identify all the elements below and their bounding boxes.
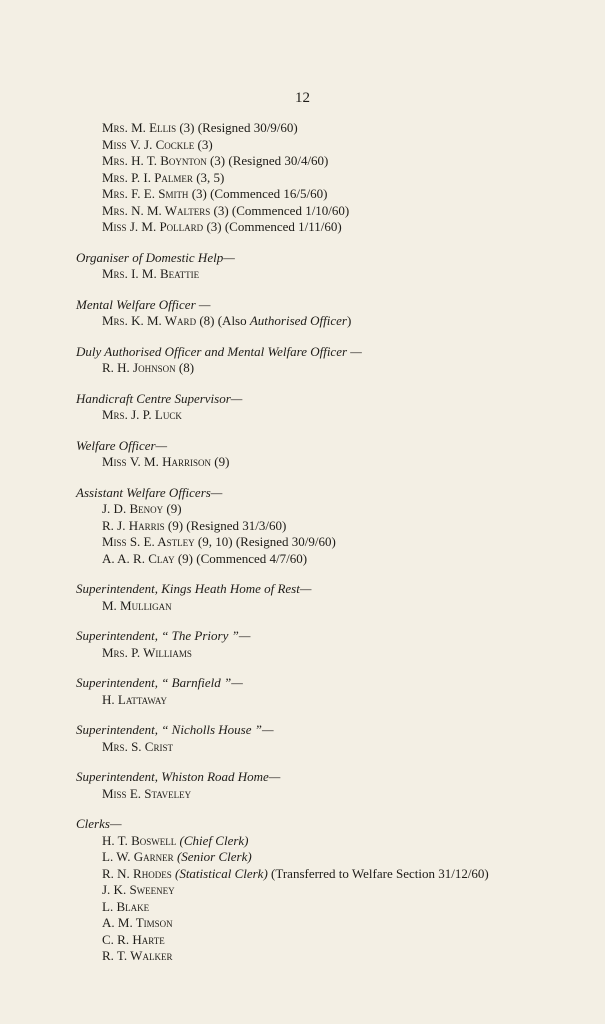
the-priory-section [76,628,581,661]
nicholls-house-section [76,722,581,755]
section-heading: Mental Welfare Officer — [76,296,211,312]
list-item: Miss J. M. Pollard (3) (Commenced 1/11/60) [102,219,342,234]
list-item: A. M. Timson [102,915,173,930]
section-heading: Welfare Officer— [76,437,168,453]
section-heading: Superintendent, “ Nicholls House ”— [76,722,274,737]
list-item: Mrs. J. P. Luck [102,407,182,422]
welfare-officer-section [76,438,581,471]
list-item: L. Blake [102,898,150,914]
list-item: J. K. Sweeney [102,882,175,897]
list-item: L. W. Garner (Senior Clerk) [102,849,252,864]
section-heading: Assistant Welfare Officers— [76,484,223,500]
list-item: R. T. Walker [102,948,173,963]
section-heading: Duly Authorised Officer and Mental Welfare Officer — [76,343,362,359]
list-item: Mrs. N. M. Walters (3) (Commenced 1/10/60) [102,202,350,218]
section-heading: Superintendent, “ Barnfield ”— [76,675,243,690]
list-item: C. R. Harte [102,931,165,947]
section-heading: Superintendent, “ The Priory ”— [76,628,251,643]
clerks-section [76,816,581,965]
mental-welfare-section [76,297,581,330]
list-item: M. Mulligan [102,597,172,613]
section-heading: Clerks— [76,816,122,831]
list-item: R. H. Johnson (8) [102,360,195,375]
whiston-road-section [76,769,581,802]
section-heading: Organiser of Domestic Help— [76,249,235,265]
list-item: Mrs. S. Crist [102,738,173,754]
list-item: Mrs. H. T. Boynton (3) (Resigned 30/4/60) [102,153,329,168]
list-item: Mrs. I. M. Beattie [102,266,200,281]
list-item: Mrs. K. M. Ward (8) (Also Authorised Officer) [102,313,352,328]
list-item: R. N. Rhodes (Statistical Clerk) (Transferred to Welfare Section 31/12/60) [102,865,489,881]
organiser-section [76,250,581,283]
list-item: Mrs. M. Ellis (3) (Resigned 30/9/60) [102,120,298,135]
list-item: H. Lattaway [102,691,168,707]
section-heading: Superintendent, Kings Heath Home of Rest— [76,581,312,596]
list-item: Miss V. M. Harrison (9) [102,454,230,469]
page-number: 12 [295,90,310,106]
home-help-list [76,120,581,236]
section-heading: Handicraft Centre Supervisor— [76,390,243,406]
duly-authorised-section [76,344,581,377]
handicraft-section [76,391,581,424]
list-item: Mrs. P. I. Palmer (3, 5) [102,169,225,185]
list-item: R. J. Harris (9) (Resigned 31/3/60) [102,517,287,533]
list-item: J. D. Benoy (9) [102,501,182,516]
kings-heath-section [76,581,581,614]
list-item: Miss S. E. Astley (9, 10) (Resigned 30/9/60) [102,534,336,549]
list-item: A. A. R. Clay (9) (Commenced 4/7/60) [102,550,308,566]
list-item: Miss E. Staveley [102,785,192,801]
staff-list [76,120,581,979]
section-heading: Superintendent, Whiston Road Home— [76,769,281,784]
list-item: Miss V. J. Cockle (3) [102,136,213,152]
list-item: Mrs. F. E. Smith (3) (Commenced 16/5/60) [102,186,328,201]
list-item: H. T. Boswell (Chief Clerk) [102,832,249,848]
list-item: Mrs. P. Williams [102,644,192,660]
barnfield-section [76,675,581,708]
assistant-welfare-section [76,485,581,568]
